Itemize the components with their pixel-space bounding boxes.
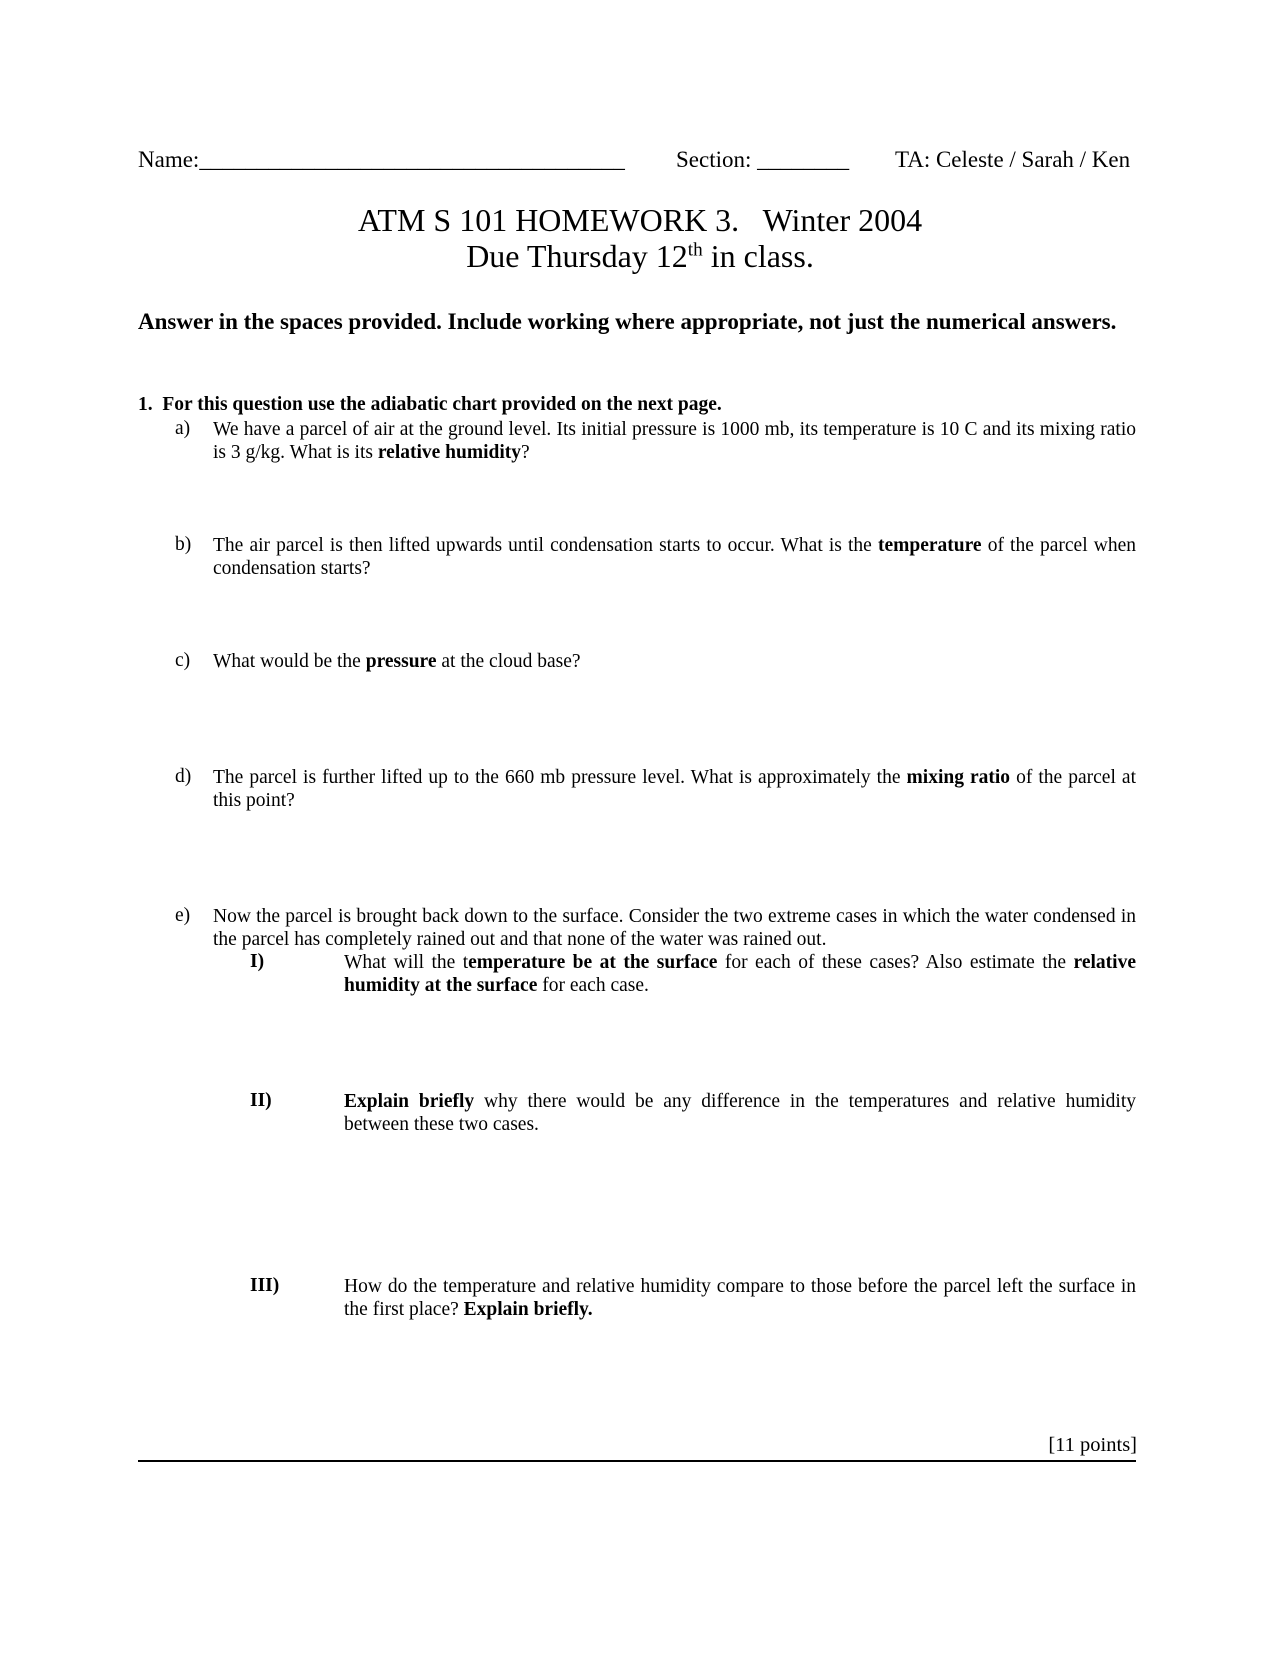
section-field xyxy=(676,147,849,173)
section-label: Section: xyxy=(676,147,752,172)
part-b-text: The air parcel is then lifted upwards until condensation starts to occur. What is the temperature of the parcel when condensation starts? xyxy=(213,535,1136,579)
part-e-text: Now the parcel is brought back down to the surface. Consider the two extreme cases in which the water condensed in the parcel has completely rained out and that none of the water was rained out. xyxy=(213,906,1136,950)
part-a-text: We have a parcel of air at the ground level. Its initial pressure is 1000 mb, its temperature is 10 C and its mixing ratio is 3 g/kg. What is its relative humidity? xyxy=(213,419,1136,463)
part-d-text: The parcel is further lifted up to the 660 mb pressure level. What is approximately the mixing ratio of the parcel at this point? xyxy=(213,767,1136,811)
instructions: Answer in the spaces provided. Include working where appropriate, not just the numerical answers. xyxy=(138,309,1117,334)
part-e-iii-label: III) xyxy=(250,1275,280,1296)
section-blank[interactable]: ________ xyxy=(757,147,850,172)
name-blank[interactable]: _____________________________________ xyxy=(199,147,625,172)
part-c-text: What would be the pressure at the cloud base? xyxy=(213,651,581,672)
part-a-label: a) xyxy=(175,418,191,439)
part-b-label: b) xyxy=(175,534,192,555)
name-field xyxy=(138,147,625,173)
part-d-label: d) xyxy=(175,766,192,787)
keyword-mixing-ratio: mixing ratio xyxy=(906,767,1011,788)
part-e-ii-label: II) xyxy=(250,1090,272,1111)
ordinal-suffix: th xyxy=(687,239,703,261)
page-title xyxy=(0,202,1280,239)
part-e-i-label: I) xyxy=(250,951,265,972)
keyword-temperature: temperature xyxy=(877,535,982,556)
section-divider xyxy=(138,1460,1136,1462)
due-date: Due Thursday 12th in class. xyxy=(466,238,814,274)
ta-names: TA: Celeste / Sarah / Ken xyxy=(895,147,1131,172)
title-line-1: ATM S 101 HOMEWORK 3. Winter 2004 xyxy=(357,202,923,238)
name-label: Name: xyxy=(138,147,200,172)
part-e-label: e) xyxy=(175,905,191,926)
question-1-heading: 1. For this question use the adiabatic chart provided on the next page. xyxy=(138,394,722,415)
part-e-ii-text: Explain briefly why there would be any difference in the temperatures and relative humidity between these two cases. xyxy=(344,1091,1136,1135)
keyword-pressure: pressure xyxy=(365,651,437,672)
keyword-relative-humidity: relative humidity xyxy=(377,442,522,463)
part-e-i-text: What will the temperature be at the surface for each of these cases? Also estimate the relative humidity at the surface for each case. xyxy=(344,952,1136,996)
points-total: [11 points] xyxy=(1048,1434,1137,1456)
part-c-label: c) xyxy=(175,650,191,671)
part-e-iii-text: How do the temperature and relative humidity compare to those before the parcel left the surface in the first place? Explain briefly. xyxy=(344,1276,1136,1320)
